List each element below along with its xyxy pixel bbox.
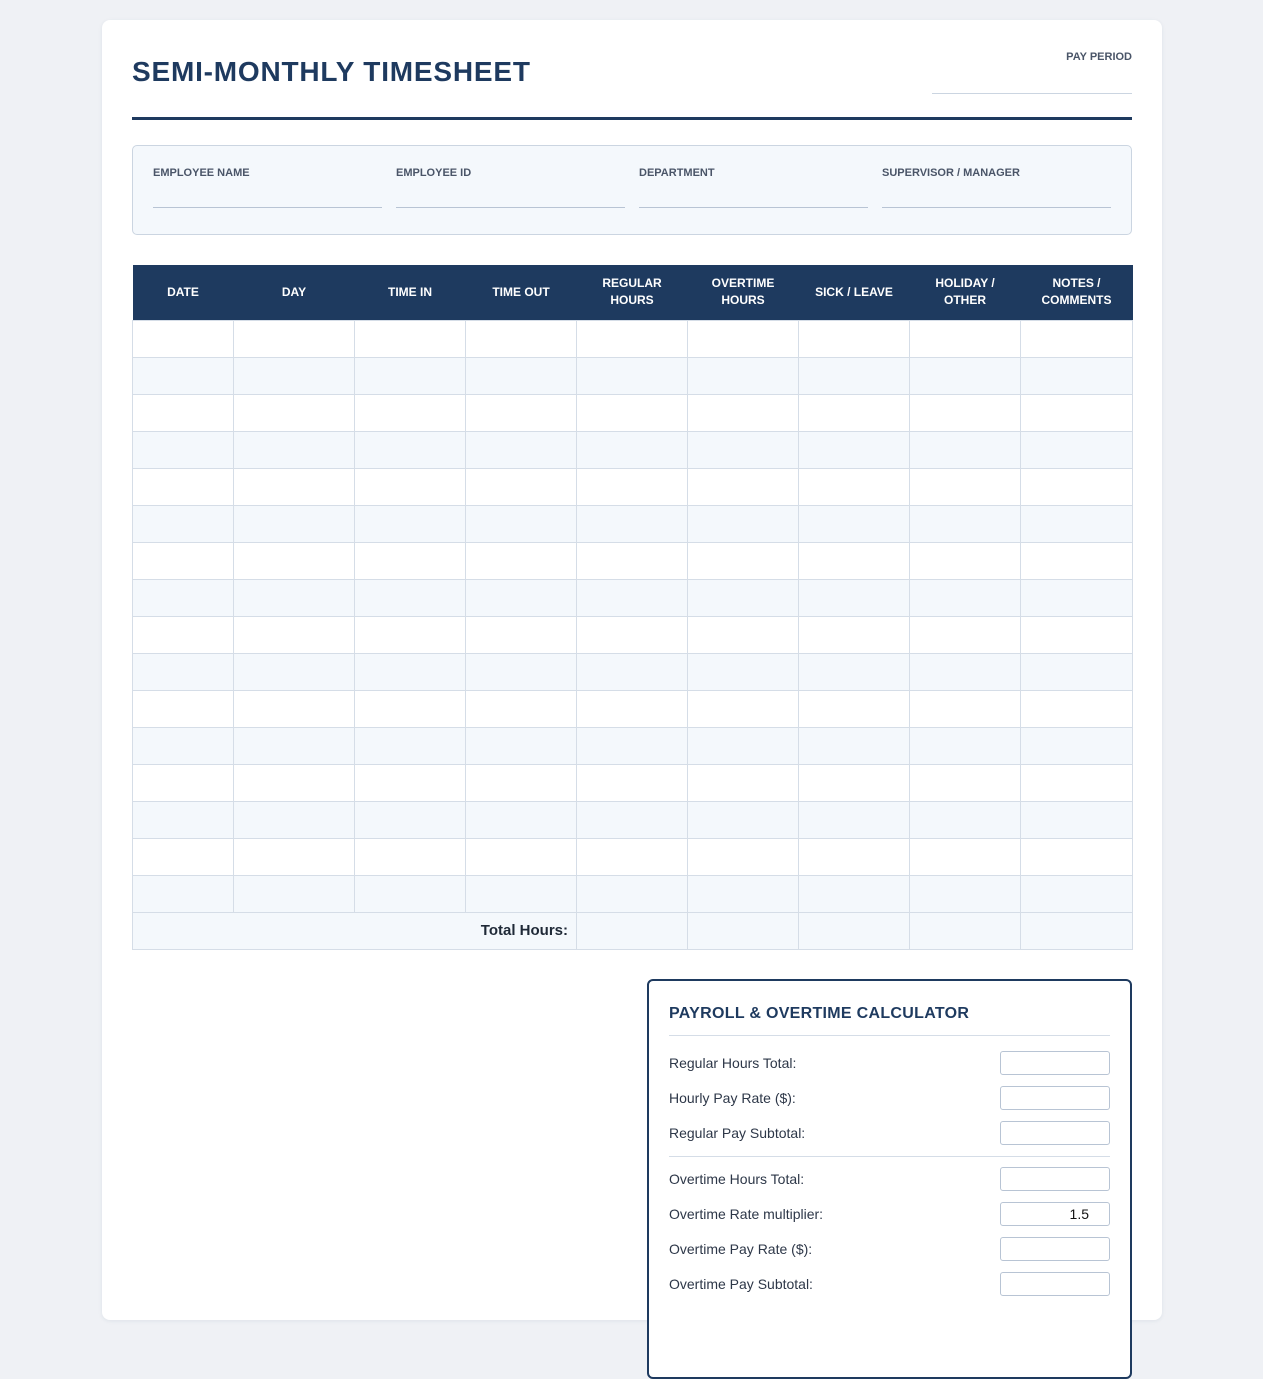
cell-time-in[interactable] — [355, 875, 466, 912]
cell-day[interactable] — [234, 653, 355, 690]
table-row — [133, 320, 1133, 357]
cell-holiday-other[interactable] — [910, 320, 1021, 357]
column-header-date: DATE — [133, 265, 234, 320]
column-header-day: DAY — [234, 265, 355, 320]
cell-time-out[interactable] — [466, 320, 577, 357]
cell-day[interactable] — [234, 764, 355, 801]
cell-time-in[interactable] — [355, 727, 466, 764]
hourly-pay-rate-label: Hourly Pay Rate ($): — [669, 1090, 796, 1106]
cell-overtime-hours[interactable] — [688, 542, 799, 579]
employee-info-panel — [132, 145, 1132, 235]
cell-time-out[interactable] — [466, 875, 577, 912]
cell-date[interactable] — [133, 394, 234, 431]
cell-date[interactable] — [133, 838, 234, 875]
cell-holiday-other[interactable] — [910, 838, 1021, 875]
overtime-pay-rate-row — [669, 1237, 1110, 1261]
cell-notes-comments[interactable] — [1021, 394, 1133, 431]
total-regular-hours[interactable] — [577, 912, 688, 949]
cell-notes-comments[interactable] — [1021, 542, 1133, 579]
table-row — [133, 690, 1133, 727]
pay-period-label: PAY PERIOD — [1066, 51, 1132, 63]
cell-notes-comments[interactable] — [1021, 690, 1133, 727]
cell-holiday-other[interactable] — [910, 542, 1021, 579]
cell-date[interactable] — [133, 727, 234, 764]
cell-notes-comments[interactable] — [1021, 579, 1133, 616]
regular-pay-subtotal-input[interactable] — [1000, 1121, 1110, 1145]
cell-time-in[interactable] — [355, 690, 466, 727]
cell-notes-comments[interactable] — [1021, 727, 1133, 764]
table-row — [133, 431, 1133, 468]
cell-sick-leave[interactable] — [799, 727, 910, 764]
table-header-row — [133, 265, 1133, 320]
cell-regular-hours[interactable] — [577, 357, 688, 394]
overtime-pay-rate-input[interactable] — [1000, 1237, 1110, 1261]
cell-time-in[interactable] — [355, 505, 466, 542]
cell-overtime-hours[interactable] — [688, 690, 799, 727]
cell-regular-hours[interactable] — [577, 579, 688, 616]
cell-holiday-other[interactable] — [910, 653, 1021, 690]
calculator-title-divider — [669, 1035, 1110, 1036]
cell-regular-hours[interactable] — [577, 542, 688, 579]
cell-sick-leave[interactable] — [799, 320, 910, 357]
cell-time-in[interactable] — [355, 801, 466, 838]
employee-id-field — [396, 167, 625, 208]
department-field — [639, 167, 868, 208]
overtime-hours-total-row — [669, 1167, 1110, 1191]
cell-regular-hours[interactable] — [577, 690, 688, 727]
cell-regular-hours[interactable] — [577, 801, 688, 838]
cell-time-out[interactable] — [466, 394, 577, 431]
cell-notes-comments[interactable] — [1021, 431, 1133, 468]
column-header-sick-leave: SICK / LEAVE — [799, 265, 910, 320]
cell-overtime-hours[interactable] — [688, 838, 799, 875]
regular-pay-subtotal-row — [669, 1121, 1110, 1145]
cell-notes-comments[interactable] — [1021, 875, 1133, 912]
cell-holiday-other[interactable] — [910, 616, 1021, 653]
table-row — [133, 838, 1133, 875]
cell-sick-leave[interactable] — [799, 394, 910, 431]
total-hours-label: Total Hours: — [133, 912, 577, 949]
cell-time-out[interactable] — [466, 727, 577, 764]
cell-regular-hours[interactable] — [577, 394, 688, 431]
cell-day[interactable] — [234, 505, 355, 542]
cell-regular-hours[interactable] — [577, 616, 688, 653]
cell-date[interactable] — [133, 616, 234, 653]
cell-holiday-other[interactable] — [910, 394, 1021, 431]
cell-overtime-hours[interactable] — [688, 320, 799, 357]
table-row — [133, 727, 1133, 764]
supervisor-field — [882, 167, 1111, 208]
cell-holiday-other[interactable] — [910, 357, 1021, 394]
column-header-time-in: TIME IN — [355, 265, 466, 320]
cell-sick-leave[interactable] — [799, 653, 910, 690]
header — [132, 20, 1132, 120]
cell-sick-leave[interactable] — [799, 838, 910, 875]
cell-date[interactable] — [133, 801, 234, 838]
cell-date[interactable] — [133, 579, 234, 616]
cell-sick-leave[interactable] — [799, 579, 910, 616]
table-row — [133, 542, 1133, 579]
cell-time-out[interactable] — [466, 653, 577, 690]
cell-holiday-other[interactable] — [910, 505, 1021, 542]
cell-sick-leave[interactable] — [799, 875, 910, 912]
cell-sick-leave[interactable] — [799, 468, 910, 505]
total-overtime-hours[interactable] — [688, 912, 799, 949]
column-header-time-out: TIME OUT — [466, 265, 577, 320]
cell-time-in[interactable] — [355, 616, 466, 653]
cell-date[interactable] — [133, 653, 234, 690]
regular-hours-total-input[interactable] — [1000, 1051, 1110, 1075]
employee-name-field — [153, 167, 382, 208]
calculator-title: PAYROLL & OVERTIME CALCULATOR — [669, 1005, 970, 1022]
cell-regular-hours[interactable] — [577, 431, 688, 468]
table-row — [133, 468, 1133, 505]
cell-time-out[interactable] — [466, 616, 577, 653]
cell-time-out[interactable] — [466, 468, 577, 505]
cell-day[interactable] — [234, 727, 355, 764]
cell-notes-comments[interactable] — [1021, 801, 1133, 838]
cell-sick-leave[interactable] — [799, 616, 910, 653]
cell-day[interactable] — [234, 690, 355, 727]
cell-date[interactable] — [133, 542, 234, 579]
column-header-regular-hours: REGULAR HOURS — [577, 265, 688, 320]
column-header-holiday-other: HOLIDAY / OTHER — [910, 265, 1021, 320]
employee-id-label: EMPLOYEE ID — [396, 167, 472, 179]
cell-time-out[interactable] — [466, 431, 577, 468]
cell-day[interactable] — [234, 542, 355, 579]
cell-date[interactable] — [133, 764, 234, 801]
department-label: DEPARTMENT — [639, 167, 715, 179]
cell-overtime-hours[interactable] — [688, 468, 799, 505]
cell-holiday-other[interactable] — [910, 801, 1021, 838]
employee-id-input[interactable] — [396, 207, 625, 208]
cell-notes-comments[interactable] — [1021, 616, 1133, 653]
calculator-section-divider — [669, 1156, 1110, 1157]
cell-day[interactable] — [234, 838, 355, 875]
cell-holiday-other[interactable] — [910, 431, 1021, 468]
overtime-pay-subtotal-label: Overtime Pay Subtotal: — [669, 1276, 813, 1292]
table-row — [133, 579, 1133, 616]
cell-overtime-hours[interactable] — [688, 653, 799, 690]
cell-holiday-other[interactable] — [910, 468, 1021, 505]
cell-date[interactable] — [133, 690, 234, 727]
cell-sick-leave[interactable] — [799, 801, 910, 838]
cell-date[interactable] — [133, 875, 234, 912]
cell-notes-comments[interactable] — [1021, 320, 1133, 357]
cell-sick-leave[interactable] — [799, 542, 910, 579]
cell-time-out[interactable] — [466, 838, 577, 875]
cell-time-out[interactable] — [466, 357, 577, 394]
cell-regular-hours[interactable] — [577, 838, 688, 875]
overtime-rate-multiplier-label: Overtime Rate multiplier: — [669, 1206, 824, 1222]
hourly-pay-rate-input[interactable] — [1000, 1086, 1110, 1110]
table-row — [133, 875, 1133, 912]
page-title: SEMI-MONTHLY TIMESHEET — [132, 56, 531, 87]
cell-regular-hours[interactable] — [577, 875, 688, 912]
cell-day[interactable] — [234, 320, 355, 357]
cell-overtime-hours[interactable] — [688, 431, 799, 468]
regular-pay-subtotal-label: Regular Pay Subtotal: — [669, 1125, 806, 1141]
cell-sick-leave[interactable] — [799, 690, 910, 727]
cell-overtime-hours[interactable] — [688, 727, 799, 764]
column-header-notes-comments: NOTES / COMMENTS — [1021, 265, 1133, 320]
employee-name-input[interactable] — [153, 207, 382, 208]
timesheet-table — [132, 265, 1133, 950]
supervisor-label: SUPERVISOR / MANAGER — [882, 167, 1020, 179]
table-body — [133, 320, 1133, 912]
cell-holiday-other[interactable] — [910, 764, 1021, 801]
cell-time-out[interactable] — [466, 505, 577, 542]
cell-day[interactable] — [234, 468, 355, 505]
cell-overtime-hours[interactable] — [688, 505, 799, 542]
cell-time-in[interactable] — [355, 838, 466, 875]
cell-time-in[interactable] — [355, 764, 466, 801]
total-holiday-other[interactable] — [910, 912, 1021, 949]
supervisor-input[interactable] — [882, 207, 1111, 208]
hourly-pay-rate-row — [669, 1086, 1110, 1110]
pay-period — [932, 51, 1132, 94]
overtime-pay-rate-label: Overtime Pay Rate ($): — [669, 1241, 813, 1257]
cell-regular-hours[interactable] — [577, 468, 688, 505]
table-row — [133, 764, 1133, 801]
cell-day[interactable] — [234, 875, 355, 912]
cell-time-in[interactable] — [355, 468, 466, 505]
cell-notes-comments[interactable] — [1021, 505, 1133, 542]
payroll-calculator — [647, 979, 1132, 1379]
cell-overtime-hours[interactable] — [688, 764, 799, 801]
cell-regular-hours[interactable] — [577, 505, 688, 542]
cell-overtime-hours[interactable] — [688, 357, 799, 394]
table-row — [133, 505, 1133, 542]
cell-holiday-other[interactable] — [910, 579, 1021, 616]
cell-overtime-hours[interactable] — [688, 875, 799, 912]
cell-date[interactable] — [133, 431, 234, 468]
table-row — [133, 801, 1133, 838]
cell-time-out[interactable] — [466, 579, 577, 616]
cell-regular-hours[interactable] — [577, 727, 688, 764]
cell-sick-leave[interactable] — [799, 764, 910, 801]
cell-notes-comments[interactable] — [1021, 468, 1133, 505]
timesheet-page — [102, 20, 1162, 1320]
cell-time-in[interactable] — [355, 653, 466, 690]
table-row — [133, 394, 1133, 431]
total-row — [133, 912, 1133, 949]
cell-holiday-other[interactable] — [910, 727, 1021, 764]
cell-overtime-hours[interactable] — [688, 394, 799, 431]
cell-time-in[interactable] — [355, 357, 466, 394]
cell-time-in[interactable] — [355, 394, 466, 431]
cell-sick-leave[interactable] — [799, 505, 910, 542]
cell-time-out[interactable] — [466, 690, 577, 727]
cell-notes-comments[interactable] — [1021, 838, 1133, 875]
overtime-rate-multiplier-row — [669, 1202, 1110, 1226]
total-sick-leave[interactable] — [799, 912, 910, 949]
cell-date[interactable] — [133, 320, 234, 357]
cell-time-in[interactable] — [355, 320, 466, 357]
cell-holiday-other[interactable] — [910, 690, 1021, 727]
cell-date[interactable] — [133, 505, 234, 542]
employee-name-label: EMPLOYEE NAME — [153, 167, 250, 179]
cell-notes-comments[interactable] — [1021, 357, 1133, 394]
cell-time-in[interactable] — [355, 579, 466, 616]
cell-day[interactable] — [234, 431, 355, 468]
cell-sick-leave[interactable] — [799, 357, 910, 394]
department-input[interactable] — [639, 207, 868, 208]
regular-hours-total-label: Regular Hours Total: — [669, 1055, 797, 1071]
cell-regular-hours[interactable] — [577, 320, 688, 357]
column-header-overtime-hours: OVERTIME HOURS — [688, 265, 799, 320]
overtime-pay-subtotal-input[interactable] — [1000, 1272, 1110, 1296]
table-row — [133, 357, 1133, 394]
table-row — [133, 616, 1133, 653]
cell-regular-hours[interactable] — [577, 764, 688, 801]
cell-regular-hours[interactable] — [577, 653, 688, 690]
cell-overtime-hours[interactable] — [688, 801, 799, 838]
cell-day[interactable] — [234, 801, 355, 838]
cell-notes-comments[interactable] — [1021, 764, 1133, 801]
cell-holiday-other[interactable] — [910, 875, 1021, 912]
cell-day[interactable] — [234, 394, 355, 431]
overtime-hours-total-input[interactable] — [1000, 1167, 1110, 1191]
pay-period-field[interactable] — [932, 93, 1132, 94]
cell-day[interactable] — [234, 616, 355, 653]
cell-day[interactable] — [234, 579, 355, 616]
cell-day[interactable] — [234, 357, 355, 394]
overtime-pay-subtotal-row — [669, 1272, 1110, 1296]
cell-time-out[interactable] — [466, 542, 577, 579]
cell-time-out[interactable] — [466, 801, 577, 838]
cell-sick-leave[interactable] — [799, 431, 910, 468]
regular-hours-total-row — [669, 1051, 1110, 1075]
overtime-hours-total-label: Overtime Hours Total: — [669, 1171, 805, 1187]
table-row — [133, 653, 1133, 690]
cell-date[interactable] — [133, 468, 234, 505]
cell-date[interactable] — [133, 357, 234, 394]
cell-time-out[interactable] — [466, 764, 577, 801]
cell-notes-comments[interactable] — [1021, 653, 1133, 690]
cell-time-in[interactable] — [355, 542, 466, 579]
overtime-rate-multiplier-input[interactable] — [1000, 1202, 1110, 1226]
cell-overtime-hours[interactable] — [688, 579, 799, 616]
cell-overtime-hours[interactable] — [688, 616, 799, 653]
cell-time-in[interactable] — [355, 431, 466, 468]
total-notes-comments[interactable] — [1021, 912, 1133, 949]
